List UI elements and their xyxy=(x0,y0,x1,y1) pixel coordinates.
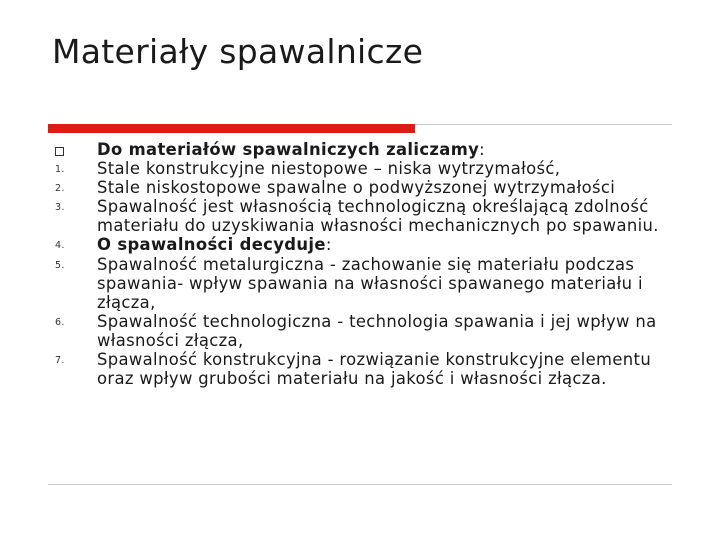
list-item xyxy=(52,235,662,254)
content-list xyxy=(52,140,662,388)
list-item-number: 4. xyxy=(55,240,65,252)
list-item xyxy=(52,197,662,235)
list-item xyxy=(52,159,662,178)
list-item-text: Spawalność jest własnością technologiczną określającą zdolność materiału do uzyskiwania własności mechanicznych po spawaniu. xyxy=(97,197,659,236)
divider-line xyxy=(415,124,672,125)
list-item-text: : xyxy=(325,235,332,255)
list-item-bold-text: Do materiałów spawalniczych zaliczamy xyxy=(97,140,480,159)
list-item-number: 2. xyxy=(55,183,65,195)
list-item xyxy=(52,350,662,388)
slide-title: Materiały spawalnicze xyxy=(52,32,424,71)
list-item-number: 1. xyxy=(55,164,65,176)
list-item-text: Spawalność technologiczna - technologia spawania i jej wpływ na własności złącza, xyxy=(97,311,657,350)
list-item xyxy=(52,178,662,197)
list-item-number: 5. xyxy=(55,259,65,271)
list-item-text: : xyxy=(479,140,486,159)
list-item-number: 6. xyxy=(55,316,65,328)
list-item-bold-text: O spawalności decyduje xyxy=(97,235,326,255)
list-item-text: Spawalność konstrukcyjna - rozwiązanie konstrukcyjne elementu oraz wpływ grubości materiału na jakość i własności złącza. xyxy=(97,350,652,389)
list-item xyxy=(52,140,662,159)
list-item-text: Stale konstrukcyjne niestopowe – niska wytrzymałość, xyxy=(97,159,561,179)
title-divider xyxy=(48,124,672,133)
list-item xyxy=(52,312,662,350)
accent-bar xyxy=(48,124,415,133)
list-item-number: 7. xyxy=(55,355,65,367)
footer-divider xyxy=(48,484,672,485)
list-item-number: 3. xyxy=(55,202,65,214)
hollow-square-bullet-icon xyxy=(55,147,64,156)
list-item-text: Spawalność metalurgiczna - zachowanie się materiału podczas spawania- wpływ spawania na własności spawanego materiału i złącza, xyxy=(97,254,643,312)
list-item-text: Stale niskostopowe spawalne o podwyższonej wytrzymałości xyxy=(97,178,616,198)
list-item xyxy=(52,255,662,312)
